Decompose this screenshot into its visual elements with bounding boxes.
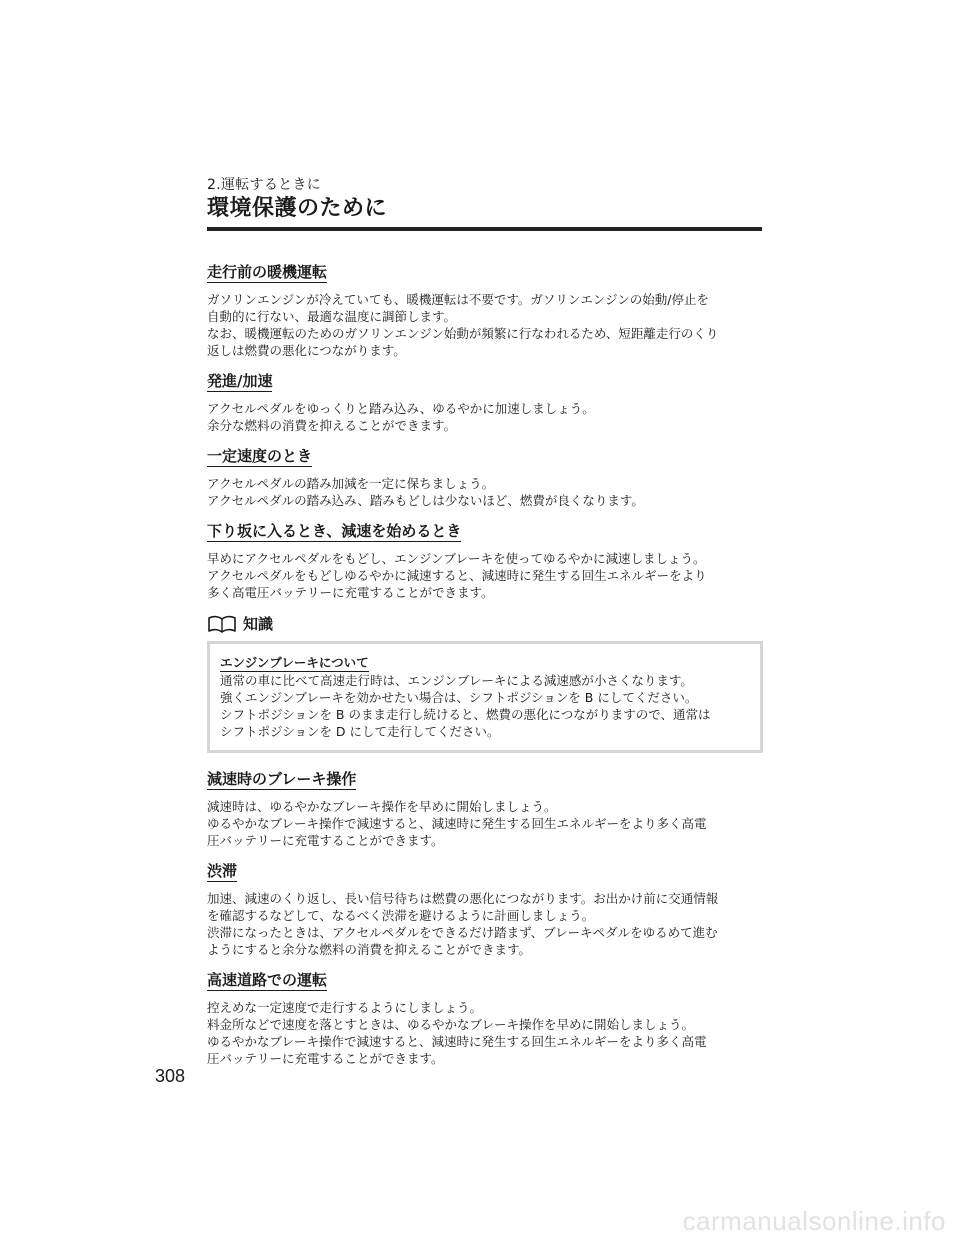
section-line: ゆるやかなブレーキ操作で減速すると、減速時に発生する回生エネルギーをより多く高電 [207,1034,707,1049]
knowledge-line: シフトポジションを D にして走行してください。 [220,724,500,739]
page-title: 環境保護のために [207,196,388,221]
section-heading: 渋滞 [207,862,238,880]
section-line: なお、暖機運転のためのガソリンエンジン始動が頻繁に行なわれるため、短距離走行のくり [207,326,719,341]
watermark: carmanualsonline.info [682,1206,946,1236]
knowledge-title [207,613,763,635]
book-icon [207,615,237,633]
section-line: 多く高電圧バッテリーに充電することができます。 [207,585,494,600]
knowledge-block [207,613,763,753]
section-line: 控えめな一定速度で走行するようにしましょう。 [207,1000,483,1015]
section-line: ガソリンエンジンが冷えていても、暖機運転は不要です。ガソリンエンジンの始動/停止を [207,292,709,307]
section-start-accelerate [207,371,763,434]
section-line: ようにすると余分な燃料の消費を抑えることができます。 [207,942,532,957]
section-heading: 発進/加速 [207,372,273,390]
section-line: アクセルペダルの踏み込み、踏みもどしは少ないほど、燃費が良くなります。 [207,493,644,508]
knowledge-line: シフトポジションを B のまま走行し続けると、燃費の悪化につながりますので、通常は [220,707,711,722]
section-line: 圧バッテリーに充電することができます。 [207,833,444,848]
section-line: 早めにアクセルペダルをもどし、エンジンブレーキを使ってゆるやかに減速しましょう。 [207,551,706,566]
section-line: 加速、減速のくり返し、長い信号待ちは燃費の悪化につながります。お出かけ前に交通情報 [207,891,719,906]
section-line: 圧バッテリーに充電することができます。 [207,1051,444,1066]
section-line: ゆるやかなブレーキ操作で減速すると、減速時に発生する回生エネルギーをより多く高電 [207,816,707,831]
knowledge-line: 通常の車に比べて高速走行時は、エンジンブレーキによる減速感が小さくなります。 [220,673,693,688]
section-heading: 一定速度のとき [207,447,313,465]
section-warmup [207,262,763,359]
section-line: 減速時は、ゆるやかなブレーキ操作を早めに開始しましょう。 [207,799,557,814]
section-constant-speed [207,446,763,509]
section-braking [207,769,763,849]
section-line: 自動的に行ない、最適な温度に調節します。 [207,309,457,324]
section-line: 料金所などで速度を落とすときは、ゆるやかなブレーキ操作を早めに開始しましょう。 [207,1017,695,1032]
page-number: 308 [155,1066,186,1086]
page-header [207,176,762,231]
section-highway [207,970,763,1067]
section-line: アクセルペダルをもどしゆるやかに減速すると、減速時に発生する回生エネルギーをより [207,568,707,583]
section-line: 渋滞になったときは、アクセルペダルをできるだけ踏まず、ブレーキペダルをゆるめて進む [207,925,718,940]
section-line: を確認するなどして、なるべく渋滞を避けるように計画しましょう。 [207,908,595,923]
section-heading: 減速時のブレーキ操作 [207,770,357,788]
knowledge-box [207,641,763,753]
section-downhill-decelerate [207,521,763,601]
knowledge-line: 強くエンジンブレーキを効かせたい場合は、シフトポジションを B にしてください。 [220,690,698,705]
section-line: アクセルペダルの踏み加減を一定に保ちましょう。 [207,476,495,491]
knowledge-label: 知識 [243,615,274,633]
page-content [207,262,763,1079]
chapter-label: 2.運転するときに [207,177,322,193]
section-line: 余分な燃料の消費を抑えることができます。 [207,418,457,433]
header-rule [207,227,762,231]
section-heading: 下り坂に入るとき、減速を始めるとき [207,522,462,540]
section-line: 返しは燃費の悪化につながります。 [207,343,406,358]
section-heading: 高速道路での運転 [207,971,328,989]
section-line: アクセルペダルをゆっくりと踏み込み、ゆるやかに加速しましょう。 [207,401,595,416]
section-heading: 走行前の暖機運転 [207,263,328,281]
section-traffic-jam [207,861,763,958]
knowledge-box-heading: エンジンブレーキについて [220,655,369,670]
